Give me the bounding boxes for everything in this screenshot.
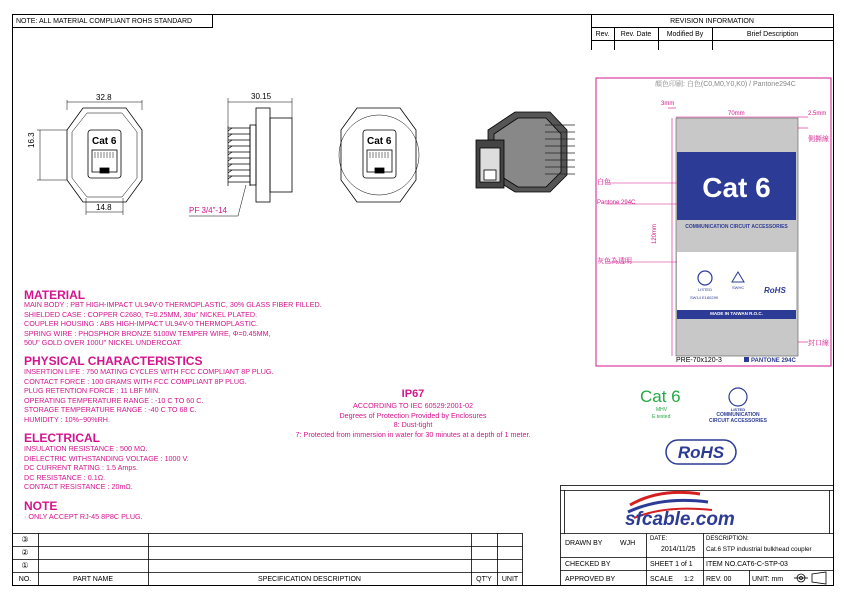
parts-row-mark-2: ② <box>21 548 29 557</box>
electrical-line: DC CURRENT RATING : 1.5 Amps. <box>24 463 138 473</box>
material-line: MAIN BODY : PBT HIGH-IMPACT UL94V-0 THERMOPLASTIC, 30% GLASS FIBER FILLED. <box>24 300 322 309</box>
label-made-in: MADE IN TAIWAN R.O.C. <box>710 311 763 316</box>
badge-ul-listed: LISTED <box>730 407 746 412</box>
label-color-note: 顏色印刷: 白色(C0,M0,Y0,K0) / Pantone294C <box>655 81 796 88</box>
physical-line: STORAGE TEMPERATURE RANGE : -40 C TO 68 C. <box>24 405 197 415</box>
material-title: MATERIAL <box>24 288 86 302</box>
side-view <box>189 98 292 216</box>
unit-value: UNIT: mm <box>752 576 784 583</box>
label-pantone-note: Pantone 294C <box>597 200 636 206</box>
item-number: ITEM NO.CAT6-C-STP-03 <box>706 561 788 568</box>
modified-by-header: Modified By <box>666 31 704 38</box>
drawn-by-label: DRAWN BY <box>565 540 603 547</box>
material-line: SPRING WIRE : PHOSPHOR BRONZE 5100W TEMPER WIRE, Φ=0.45MM, <box>24 328 271 338</box>
parts-header-no: NO. <box>18 576 32 583</box>
ip67-line: 8: Dust-tight <box>393 420 433 430</box>
material-line: 50U" GOLD OVER 100U" NICKEL UNDERCOAT. <box>24 338 183 348</box>
note-title: NOTE <box>24 499 58 513</box>
physical-line: CONTACT FORCE : 100 GRAMS WITH FCC COMPLIANT 8P PLUG. <box>24 376 247 386</box>
electrical-line: DIELECTRIC WITHSTANDING VOLTAGE : 1000 V. <box>24 453 189 463</box>
electrical-line: DC RESISTANCE : 0.1Ω. <box>24 472 106 482</box>
thread-lines <box>228 126 250 186</box>
date-label: DATE: <box>650 536 668 542</box>
badge-etested: E tested <box>652 414 671 420</box>
rear-view <box>339 108 419 202</box>
parts-header-qty: QT'Y <box>476 576 492 583</box>
projection-symbol <box>794 572 826 584</box>
electrical-list <box>24 444 189 492</box>
physical-line: HUMIDITY : 10%~90%RH. <box>24 414 110 424</box>
rohs-note: NOTE: ALL MATERIAL COMPLIANT ROHS STANDARD <box>16 18 193 25</box>
electrical-line: INSULATION RESISTANCE : 500 MΩ. <box>24 444 148 453</box>
front-jack-label: Cat 6 <box>92 136 117 147</box>
physical-list <box>24 367 273 425</box>
brief-description-header: Brief Description <box>746 31 799 38</box>
ip67-list <box>288 401 538 439</box>
scale-value: 1:2 <box>684 576 694 583</box>
badge-cat6: Cat 6 <box>640 387 681 406</box>
label-seal-line-note: 封口線 <box>808 340 829 347</box>
ip67-title: IP67 <box>401 388 425 400</box>
parts-row-mark-1: ① <box>21 561 29 570</box>
electrical-line: CONTACT RESISTANCE : 20mΩ. <box>24 482 133 492</box>
dim-front-width: 32.8 <box>96 93 112 102</box>
label-dim-3mm: 3mm <box>661 101 675 107</box>
rev-header: Rev. <box>595 31 610 38</box>
rev-value: REV. 00 <box>706 576 732 583</box>
sheet-value: SHEET 1 of 1 <box>650 561 693 568</box>
drawn-by-value: WJH <box>620 540 636 547</box>
scale-label: SCALE <box>650 576 673 583</box>
date-value: 2014/11/25 <box>661 546 696 553</box>
physical-title: PHYSICAL CHARACTERISTICS <box>24 354 203 368</box>
label-subtitle: COMMUNICATION CIRCUIT ACCESSORIES <box>685 224 788 230</box>
front-view <box>37 100 142 215</box>
approved-by-label: APPROVED BY <box>565 576 616 583</box>
rear-jack-label: Cat 6 <box>367 136 392 147</box>
material-list <box>24 300 322 348</box>
badge-rohs: RoHS <box>677 443 725 462</box>
badge-comm-line2: CIRCUIT ACCESSORIES <box>709 418 767 424</box>
material-line: SHIELDED CASE : COPPER C2680, T=0.25MM, 30u" NICKEL PLATED. <box>24 309 258 319</box>
dim-front-height: 16.3 <box>27 132 36 148</box>
label-ul-number: SW14 E180299 <box>690 295 719 300</box>
label-dim-70mm: 70mm <box>728 111 745 117</box>
badge-mhv: MHV <box>656 407 668 413</box>
checked-by-label: CHECKED BY <box>565 561 611 568</box>
material-line: COUPLER HOUSING : ABS HIGH-IMPACT UL94V-0 THERMOPLASTIC. <box>24 319 259 329</box>
label-transparent-note: 灰色為透明 <box>597 258 632 265</box>
label-ul-listed: LISTED <box>697 287 712 292</box>
dim-thread: PF 3/4"-14 <box>189 206 227 215</box>
description-value: Cat.6 STP industrial bulkhead coupler <box>706 546 812 553</box>
label-part-code: PRE-70x120-3 <box>676 357 722 364</box>
label-dim-25mm: 2.5mm <box>808 111 827 117</box>
electrical-title: ELECTRICAL <box>24 431 100 445</box>
ip67-line: Degrees of Protection Provided by Enclosures <box>339 410 487 420</box>
label-rohs: RoHS <box>764 286 786 295</box>
revision-title: REVISION INFORMATION <box>670 18 754 25</box>
sfcable-logo: sfcable.com <box>625 509 735 530</box>
label-tear-line-note: 側撕線 <box>808 136 829 143</box>
label-white-note: 白色 <box>597 179 611 186</box>
label-cat6-title: Cat 6 <box>702 172 771 203</box>
dim-front-bottom: 14.8 <box>96 203 112 212</box>
label-dim-120mm: 120mm <box>652 223 658 244</box>
isometric-view <box>476 112 575 192</box>
physical-line: PLUG RETENTION FORCE : 11 LBF MIN. <box>24 386 161 396</box>
label-pantone-code: PANTONE 294C <box>751 358 796 364</box>
physical-line: OPERATING TEMPERATURE RANGE : -10 C TO 60 C. <box>24 395 204 405</box>
parts-header-unit: UNIT <box>501 576 519 583</box>
parts-header-part-name: PART NAME <box>72 576 114 583</box>
parts-row-mark-3: ③ <box>21 535 29 544</box>
rev-date-header: Rev. Date <box>620 31 652 38</box>
physical-line: INSERTION LIFE : 750 MATING CYCLES WITH FCC COMPLIANT 8P PLUG. <box>24 367 274 376</box>
ip67-line: ACCORDING TO IEC 60529:2001-02 <box>353 401 473 410</box>
parts-header-spec: SPECIFICATION DESCRIPTION <box>258 576 361 583</box>
label-artwork <box>596 78 831 366</box>
badge-comm-line1: COMMUNICATION <box>716 412 760 418</box>
note-line: · ONLY ACCEPT RJ-45 8P8C PLUG. <box>24 512 143 521</box>
ip67-line: 7: Protected from immersion in water for 30 minutes at a depth of 1 meter. <box>295 429 531 439</box>
description-label: DESCRIPTION: <box>706 536 749 542</box>
ul-listed-mark <box>729 388 747 406</box>
label-swhc: SWHC <box>732 285 745 290</box>
dim-side-width: 30.15 <box>251 92 272 101</box>
